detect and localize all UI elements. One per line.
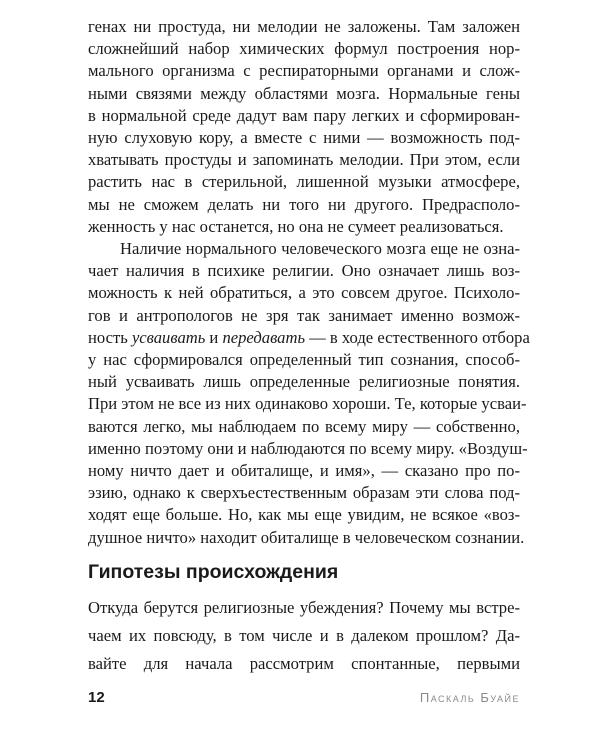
text-line: чает наличия в психике религии. Оно означает лишь воз- <box>88 261 520 281</box>
text-line: ными связями между областями мозга. Нормальные гены <box>88 83 520 103</box>
running-head: Паскаль Буайе <box>419 690 520 705</box>
text-line: мы не сможем делать ни того ни другого. Предрасполо- <box>88 194 520 214</box>
text-line: Наличие нормального человеческого мозга еще не озна- <box>120 239 520 258</box>
text-line: гов и антропологов не зря так занимает именно возмож- <box>88 305 520 325</box>
text-line: ный усваивать лишь определенные религиозные понятия. <box>88 372 520 392</box>
text-line: эзию, однако к сверхъестественным образам эти слова под- <box>88 483 520 503</box>
text-line: душное ничто» находит обиталище в человеческом сознании. <box>88 527 525 547</box>
text-line: ному ничто дает и обиталище, и имя», — сказано про по- <box>88 461 520 480</box>
text-line: ходят еще больше. Но, как мы еще увидим, не всякое «воз- <box>88 505 520 525</box>
text-line: сложнейший набор химических формул построения нор- <box>88 39 520 59</box>
section-text-line: вайте для начала рассмотрим спонтанные, первыми <box>88 654 520 673</box>
text-segment: и <box>205 327 223 347</box>
text-line: ваются легко, мы наблюдаем по всему миру — собственно, <box>88 416 520 436</box>
text-line: При этом не все из них одинаково хороши. Те, которые усваи- <box>88 394 527 414</box>
section-text-line: чаем их повсюду, в том числе и в далеком прошлом? Да- <box>88 626 520 645</box>
text-segment: ность <box>88 327 132 347</box>
text-line: можность к ней обратиться, а это совсем другое. Психоло- <box>88 283 520 303</box>
text-line: женность у нас останется, но она не сумеет реализоваться. <box>88 216 504 236</box>
section-text-line: Откуда берутся религиозные убеждения? Почему мы встре- <box>88 598 520 617</box>
text-segment: — в ходе естественного отбора <box>305 327 530 347</box>
text-line: у нас сформировался определенный тип сознания, способ- <box>88 350 520 369</box>
text-line: хватывать простуды и запоминать мелодии. При этом, если <box>88 150 520 170</box>
text-line: в нормальной среде дадут вам пару легких и сформирован- <box>88 105 520 125</box>
text-line: мального организма с респираторными органами и слож- <box>88 61 520 81</box>
text-line-with-emphasis <box>88 327 530 349</box>
text-line: ную слуховую кору, а вместе с ними — возможность под- <box>88 128 520 147</box>
text-line: растить нас в стерильной, лишенной музыки атмосфере, <box>88 172 520 192</box>
section-heading: Гипотезы происхождения <box>88 561 339 583</box>
emphasis-usvaivat: усваивать <box>131 327 206 347</box>
emphasis-peredavat: передавать <box>222 327 305 347</box>
page-number: 12 <box>88 689 105 706</box>
text-line: именно поэтому они и наблюдаются по всему миру. «Воздуш- <box>88 438 528 458</box>
text-line: генах ни простуда, ни мелодии не заложены. Там заложен <box>88 17 520 36</box>
